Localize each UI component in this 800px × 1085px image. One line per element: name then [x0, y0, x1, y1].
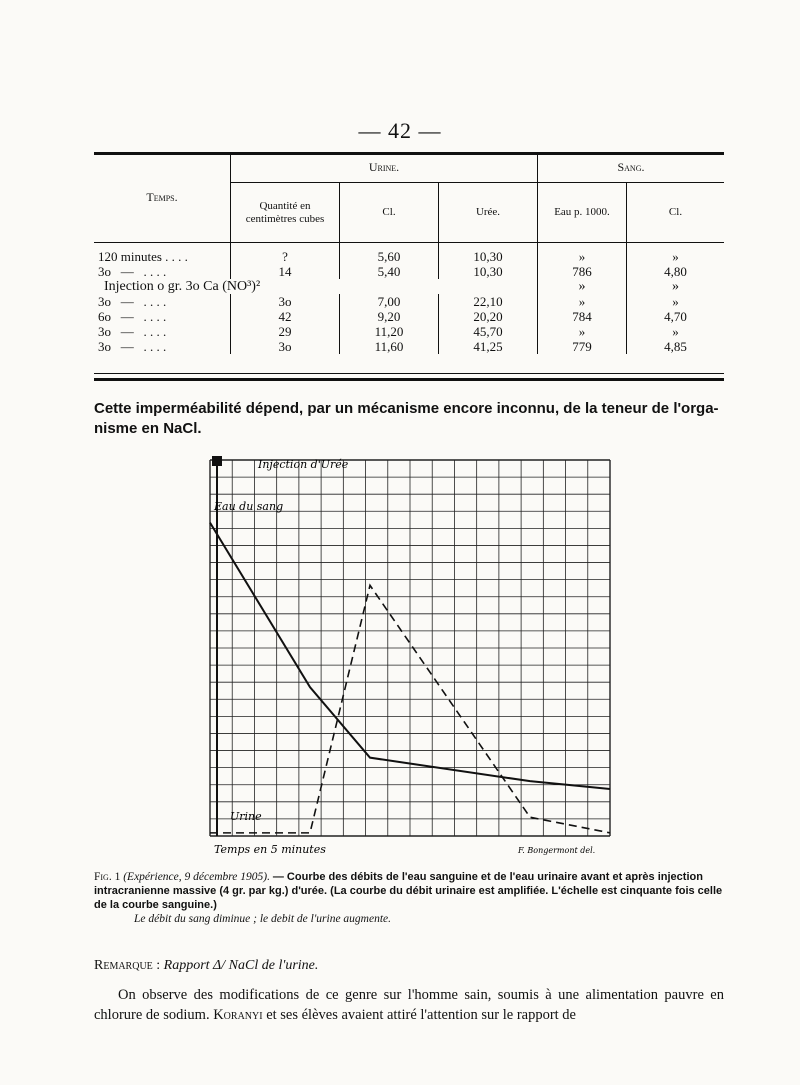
paragraph-line: nisme en NaCl.: [94, 420, 202, 437]
label-sang: Eau du sang: [214, 500, 284, 513]
header-time: Temps.: [94, 152, 231, 243]
cell-quantite: 42: [231, 309, 340, 324]
cell-eau: 784: [538, 309, 627, 324]
cell-uree: 22,10: [439, 294, 538, 309]
injection-marker: [212, 456, 222, 466]
cell-quantite: 14: [231, 264, 340, 279]
table-bottom-rule-thick: [94, 378, 724, 381]
cell-time: 120 minutes . . . .: [98, 249, 188, 264]
remark-text: Rapport Δ/ NaCl de l'urine.: [163, 958, 319, 973]
cell-time: 6o — . . . .: [98, 309, 167, 324]
flow-chart: [200, 452, 620, 862]
remark: [94, 958, 724, 974]
cell-time: 3o — . . . .: [98, 339, 167, 354]
page-number: — 42 —: [358, 118, 442, 143]
table-row: [94, 339, 724, 354]
table-row: [94, 294, 724, 309]
cell-cl-sang: »: [627, 279, 725, 294]
sub-eau: Eau p. 1000.: [538, 183, 627, 243]
label-urine: Urine: [230, 810, 262, 823]
cell-quantite: ?: [231, 243, 340, 265]
cell-cl-sang: »: [627, 294, 725, 309]
cell-quantite: 29: [231, 324, 340, 339]
cell-eau: 779: [538, 339, 627, 354]
cell-cl: 11,60: [340, 339, 439, 354]
chart-grid: [210, 460, 610, 836]
caption-fig: Fig. 1: [94, 871, 121, 883]
table-row: [94, 324, 724, 339]
signature: F. Bongermont del.: [518, 846, 596, 855]
cell-eau: »: [538, 324, 627, 339]
cell-time: 3o — . . . .: [98, 324, 167, 339]
body-text-a: On observe des modifications de ce genre sur l'homme sain, soumis à une alimentation pauvre en chlorure de sodium.: [94, 987, 724, 1023]
cell-cl: 11,20: [340, 324, 439, 339]
figure-caption: [94, 870, 724, 926]
cell-time: 3o — . . . .: [98, 294, 167, 309]
cell-eau: »: [538, 243, 627, 265]
cell-eau: 786: [538, 264, 627, 279]
cell-cl: 7,00: [340, 294, 439, 309]
cell-cl-sang: 4,80: [627, 264, 725, 279]
paragraph-line: Cette imperméabilité dépend, par un mécanisme encore inconnu, de la teneur de l'orga-: [94, 400, 719, 417]
cell-uree: 45,70: [439, 324, 538, 339]
cell-quantite: 3o: [231, 339, 340, 354]
body-paragraph: [94, 985, 724, 1025]
cell-uree: 41,25: [439, 339, 538, 354]
cell-cl: 5,60: [340, 243, 439, 265]
remark-label: Remarque :: [94, 958, 161, 973]
cell-eau: »: [538, 279, 627, 294]
table-row: [94, 309, 724, 324]
cell-uree: 10,30: [439, 264, 538, 279]
cell-time: 3o — . . . .: [98, 264, 167, 279]
sub-quantite: Quantité en centimètres cubes: [231, 183, 340, 243]
caption-exp: (Expérience, 9 décembre 1905).: [123, 871, 270, 883]
x-axis-label: Temps en 5 minutes: [214, 843, 326, 856]
sub-cl: Cl.: [340, 183, 439, 243]
cell-cl-sang: »: [627, 324, 725, 339]
injection-row: [94, 279, 724, 294]
table-bottom-rule: [94, 373, 724, 374]
sub-uree: Urée.: [439, 183, 538, 243]
sub-cl-sang: Cl.: [627, 183, 725, 243]
header-sang: Sang.: [538, 152, 725, 183]
cell-cl: 5,40: [340, 264, 439, 279]
injection-label: Injection o gr. 3o Ca (NO³)²: [104, 279, 261, 294]
label-injection: Injection d'Urée: [258, 458, 349, 471]
cell-cl-sang: 4,70: [627, 309, 725, 324]
table-row: [94, 264, 724, 279]
author-name: Koranyi: [213, 1007, 263, 1023]
caption-italic: Le débit du sang diminue ; le debit de l'urine augmente.: [134, 913, 392, 925]
body-text-b: et ses élèves avaient attiré l'attention sur le rapport de: [262, 1007, 576, 1023]
cell-cl: 9,20: [340, 309, 439, 324]
cell-quantite: 3o: [231, 294, 340, 309]
caption-text: — Courbe des débits de l'eau sanguine et de l'eau urinaire avant et après injection intracranienne massive (4 gr. par kg.) d'urée. (La courbe du débit urinaire est amplifiée. L'échelle est cinquante fois celle de la courbe sanguine.): [94, 871, 723, 911]
cell-eau: »: [538, 294, 627, 309]
header-urine: Urine.: [231, 152, 538, 183]
table-row: [94, 243, 724, 265]
cell-cl-sang: »: [627, 243, 725, 265]
results-table: [94, 152, 724, 354]
cell-uree: 20,20: [439, 309, 538, 324]
cell-cl-sang: 4,85: [627, 339, 725, 354]
cell-uree: 10,30: [439, 243, 538, 265]
